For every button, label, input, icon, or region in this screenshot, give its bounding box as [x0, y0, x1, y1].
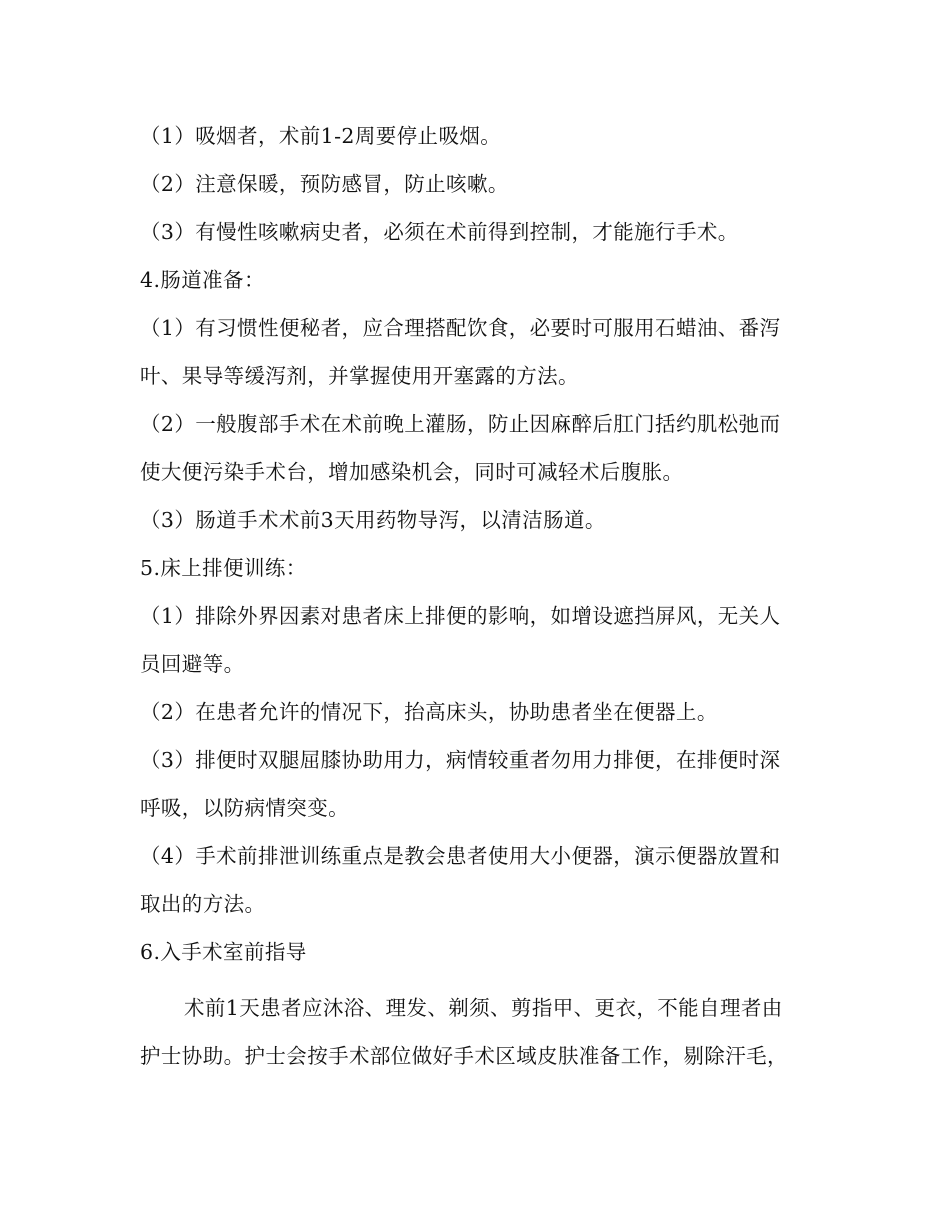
document-body	[140, 116, 812, 1076]
section-heading: 4.肠道准备：	[140, 268, 265, 292]
paragraph-line: 员回避等。	[140, 652, 245, 676]
paragraph-line: （2）在患者允许的情况下，抬高床头，协助患者坐在便器上。	[140, 700, 718, 724]
paragraph-line: （1）吸烟者，术前1-2周要停止吸烟。	[140, 124, 502, 148]
paragraph-line: （3）肠道手术术前3天用药物导泻，以清洁肠道。	[140, 508, 606, 532]
paragraph-line: 呼吸，以防病情突变。	[140, 796, 349, 820]
section-heading: 6.入手术室前指导	[140, 940, 307, 964]
paragraph-line: （2）一般腹部手术在术前晚上灌肠，防止因麻醉后肛门括约肌松弛而	[140, 412, 781, 436]
paragraph-line: 护士协助。护士会按手术部位做好手术区域皮肤准备工作，剔除汗毛，	[140, 1044, 788, 1068]
paragraph-line: 术前1天患者应沐浴、理发、剃须、剪指甲、更衣，不能自理者由	[184, 996, 783, 1020]
section-heading: 5.床上排便训练：	[140, 556, 307, 580]
paragraph-line: 使大便污染手术台，增加感染机会，同时可减轻术后腹胀。	[140, 460, 684, 484]
paragraph-line: （3）排便时双腿屈膝协助用力，病情较重者勿用力排便，在排便时深	[140, 748, 781, 772]
paragraph-line: （4）手术前排泄训练重点是教会患者使用大小便器，演示便器放置和	[140, 844, 781, 868]
paragraph-line: （3）有慢性咳嗽病史者，必须在术前得到控制，才能施行手术。	[140, 220, 739, 244]
paragraph-line: （2）注意保暖，预防感冒，防止咳嗽。	[140, 172, 509, 196]
paragraph-line: （1）有习惯性便秘者，应合理搭配饮食，必要时可服用石蜡油、番泻	[140, 316, 781, 340]
paragraph-line: （1）排除外界因素对患者床上排便的影响，如增设遮挡屏风，无关人	[140, 604, 781, 628]
paragraph-line: 叶、果导等缓泻剂，并掌握使用开塞露的方法。	[140, 364, 579, 388]
paragraph-line: 取出的方法。	[140, 892, 266, 916]
